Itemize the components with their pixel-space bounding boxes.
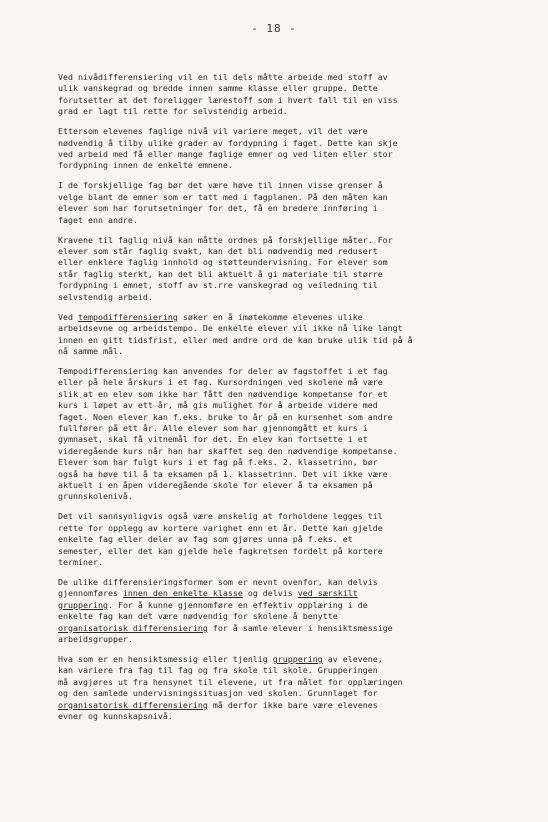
text-line: grad er lagt til rette for selvstendig arbeid. <box>58 106 288 117</box>
text-line: fordypning innen de enkelte emnene. <box>58 160 233 171</box>
underlined-phrase: gruppering <box>272 654 323 665</box>
text-line: enkelte fag eller deler av fag som gjøres unna på f.eks. et <box>58 534 353 545</box>
underlined-phrase: organisatorisk differensiering <box>58 622 208 633</box>
text-line: forutsetter at det foreligger lærestoff som i hvert fall til en viss <box>58 94 398 105</box>
paragraph-p4 <box>58 235 480 303</box>
text-line: De ulike differensieringsformer som er nevnt ovenfor, kan delvis <box>58 577 378 587</box>
text-line: aktuelt i en åpen videregående skole for elever å ta eksamen på <box>58 479 373 490</box>
text-line: eller enklere faglig innhold og støtteundervisning. For elever som <box>58 257 388 268</box>
text-line: og den samlede undervisningssituasjon ved skolen. Grunnlaget for <box>58 688 378 699</box>
text-line: kan variere fra fag til fag og fra skole til skole. Grupperingen <box>58 665 378 676</box>
underlined-phrase: organisatorisk differensiering <box>58 699 208 710</box>
text-line: organisatorisk differensiering må derfor ikke bare være elevenes <box>58 699 378 710</box>
page-number: - 18 - <box>251 22 297 35</box>
text-line: elever som står faglig svakt, kan det bli nødvendig med redusert <box>58 246 378 257</box>
text-line: faget. Noen elever kan f.eks. bruke to år på en kursenhet som andre <box>58 411 393 422</box>
underlined-phrase: tempodifferensiering <box>77 311 178 322</box>
paragraph-p6 <box>58 366 480 503</box>
text-line: I de forskjellige fag bør det være høve til innen visse grenser å <box>58 180 383 191</box>
text-line: gruppering. For å kunne gjennomføre en effektiv opplæring i de <box>58 599 368 610</box>
text-line: fordypning i emnet, stoff av st.rre vanskegrad og veiledning til <box>58 280 378 291</box>
text-line: gjennomføres innen den enkelte klasse og delvis ved særskilt <box>58 588 358 599</box>
text-line: ulik vanskegrad og bredde innen samme klasse eller gruppe. Dette <box>58 83 378 94</box>
text-line: Ettersom elevenes faglige nivå vil variere meget, vil det være <box>58 126 368 137</box>
text-line: videregående kurs når han har skaffet seg den nødvendige kompetanse. <box>58 445 398 456</box>
text-line: står faglig sterkt, kan det bli aktuelt å gi materiale til større <box>58 268 383 279</box>
text-line: ved arbeid med få eller mange faglige emner og ved liten eller stor <box>58 149 393 160</box>
underlined-phrase: gruppering <box>58 599 108 610</box>
text-line: Elever som har fulgt kurs i et fag på f.eks. 2. klassetrinn, bør <box>58 457 378 468</box>
text-line: nå samme mål. <box>58 345 123 356</box>
text-line: elever som har forutsetninger for det, få en bredere innføring i <box>58 203 378 214</box>
text-line: grunnskolenivå. <box>58 491 133 502</box>
text-line: faget enn andre. <box>58 214 138 225</box>
text-line: Kravene til faglig nivå kan måtte ordnes på forskjellige måter. For <box>58 234 393 245</box>
text-line: gymnaset, skal få vitnemål for det. En elev kan fortsette i et <box>58 434 368 445</box>
paragraph-p9 <box>58 654 480 722</box>
text-line: terminer. <box>58 557 103 567</box>
text-line: selvstendig arbeid. <box>58 291 153 302</box>
text-line: kurs i løpet av ett år, må gis mulighet for å arbeide videre med <box>58 400 378 411</box>
text-line: eller på hele årskurs i et fag. Kursordningen ved skolene må være <box>58 377 383 388</box>
text-line: arbeidsgrupper. <box>58 634 133 645</box>
paragraph-p1 <box>58 72 480 118</box>
text-line: Tempodifferensiering kan anvendes for deler av fagstoffet i et fag <box>58 365 388 376</box>
text-line: organisatorisk differensiering for å samle elever i hensiktsmessige <box>58 622 393 633</box>
paragraph-p2 <box>58 126 480 172</box>
text-line: fullfører på ett år. Alle elever som har gjennomgått et kurs i <box>58 422 368 433</box>
text-line: også ha høve til å ta eksamen på 1. klassetrinn. Det vil ikke være <box>58 468 388 479</box>
text-line: nødvendig å tilby ulike grader av fordypning i faget. Dette kan skje <box>58 137 398 148</box>
text-line: arbeidsevne og arbeidstempo. De enkelte elever vil ikke nå like langt <box>58 323 403 334</box>
text-line: Ved tempodifferensiering søker en å imøtekomme elevenes ulike <box>58 311 363 322</box>
underlined-phrase: innen den enkelte klasse <box>122 588 243 599</box>
text-line: må avgjøres ut fra hensynet til elevene, ut fra målet for opplæringen <box>58 676 403 687</box>
text-line: rette for opplegg av kortere varighet enn et år. Dette kan gjelde <box>58 522 383 533</box>
text-line: enkelte fag kan det være nødvendig for skolene å benytte <box>58 611 338 622</box>
text-line: innen en gitt tidsfrist, eller med andre ord de kan bruke ulik tid på å <box>58 334 413 345</box>
paragraph-p5 <box>58 312 480 358</box>
document-body <box>58 72 480 731</box>
paragraph-p8 <box>58 577 480 645</box>
text-line: evner og kunnskapsnivå. <box>58 711 173 722</box>
paragraph-p7 <box>58 511 480 568</box>
text-line: Hva som er en hensiktsmessig eller tjenlig gruppering av elevene, <box>58 654 383 665</box>
text-line: Ved nivådifferensiering vil en til dels måtte arbeide med stoff av <box>58 72 388 82</box>
text-line: slik at en elev som ikke har fått den nødvendige kompetanse for et <box>58 388 388 399</box>
paragraph-p3 <box>58 180 480 226</box>
text-line: Det vil sannsynligvis også være ønskelig at forholdene legges til <box>58 511 383 522</box>
text-line: velge blant de emner som er tatt med i fagplanen. På den måten kan <box>58 191 388 202</box>
text-line: semester, eller det kan gjelde hele fagkretsen fordelt på kortere <box>58 545 383 556</box>
underlined-phrase: ved særskilt <box>297 588 358 599</box>
